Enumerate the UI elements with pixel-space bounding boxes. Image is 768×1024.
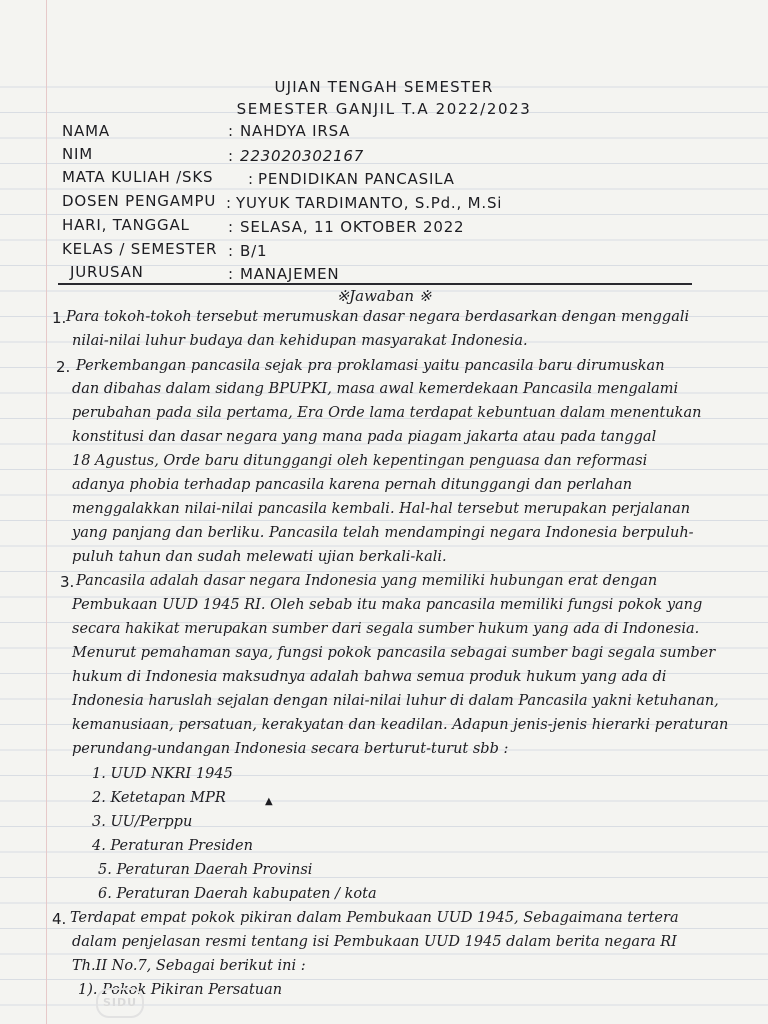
page-margin-line — [46, 0, 47, 1024]
hierarchy-item: 5. Peraturan Daerah Provinsi — [98, 862, 313, 878]
answer-line: Indonesia haruslah sejalan dengan nilai-nilai luhur di dalam Pancasila yakni ketuhanan, — [72, 693, 719, 709]
answer-line: Th.II No.7, Sebagai berikut ini : — [72, 958, 306, 974]
stray-ink-mark: ▲ — [265, 796, 273, 807]
answer-number: 2. — [56, 358, 71, 376]
identity-label-hari: HARI, TANGGAL — [62, 216, 190, 234]
answer-line: dalam penjelasan resmi tentang isi Pembukaan UUD 1945 dalam berita negara RI — [72, 934, 677, 950]
answer-line: konstitusi dan dasar negara yang mana pada piagam jakarta atau pada tanggal — [72, 429, 657, 445]
answer-line: adanya phobia terhadap pancasila karena pernah ditunggangi dan perlahan — [72, 477, 633, 493]
answer-number: 4. — [52, 910, 67, 928]
answer-line: Pembukaan UUD 1945 RI. Oleh sebab itu maka pancasila memiliki fungsi pokok yang — [72, 597, 703, 613]
identity-label-nama: NAMA — [62, 122, 110, 140]
answer-line: perubahan pada sila pertama, Era Orde lama terdapat kebuntuan dalam menentukan — [72, 405, 702, 421]
hierarchy-item: 4. Peraturan Presiden — [92, 838, 253, 854]
identity-value-matakuliah: PENDIDIKAN PANCASILA — [258, 170, 455, 188]
identity-value-nim: 223020302167 — [240, 147, 365, 165]
answer-line: nilai-nilai luhur budaya dan kehidupan masyarakat Indonesia. — [72, 333, 528, 349]
answer-line: Pancasila adalah dasar negara Indonesia yang memiliki hubungan erat dengan — [76, 573, 658, 589]
exam-semester: SEMESTER GANJIL T.A 2022/2023 — [236, 100, 532, 118]
hierarchy-item: 6. Peraturan Daerah kabupaten / kota — [98, 886, 377, 902]
identity-sep-matakuliah: : — [248, 170, 254, 188]
answer-line: yang panjang dan berliku. Pancasila telah mendampingi negara Indonesia berpuluh- — [72, 525, 694, 541]
answer-line: kemanusiaan, persatuan, kerakyatan dan keadilan. Adapun jenis-jenis hierarki peraturan — [72, 717, 729, 733]
answer-line: hukum di Indonesia maksudnya adalah bahwa semua produk hukum yang ada di — [72, 669, 667, 685]
identity-value-dosen: YUYUK TARDIMANTO, S.Pd., M.Si — [236, 194, 503, 212]
hierarchy-item: 3. UU/Perppu — [92, 814, 193, 830]
answer-line: Menurut pemahaman saya, fungsi pokok pancasila sebagai sumber bagi segala sumber — [72, 645, 716, 661]
identity-sep-nama: : — [228, 122, 234, 140]
answer-line: dan dibahas dalam sidang BPUPKI, masa awal kemerdekaan Pancasila mengalami — [72, 381, 679, 397]
answer-line: menggalakkan nilai-nilai pancasila kembali. Hal-hal tersebut merupakan perjalanan — [72, 501, 691, 517]
identity-label-nim: NIM — [62, 145, 93, 163]
answer-line: puluh tahun dan sudah melewati ujian berkali-kali. — [72, 549, 447, 565]
identity-label-kelas: KELAS / SEMESTER — [62, 240, 218, 258]
answer-number: 3. — [60, 573, 75, 591]
answer-sub-point: 1). Pokok Pikiran Persatuan — [78, 982, 283, 998]
identity-sep-nim: : — [228, 147, 234, 165]
identity-label-jurusan: JURUSAN — [70, 263, 144, 281]
identity-sep-jurusan: : — [228, 265, 234, 283]
answer-line: Perkembangan pancasila sejak pra proklamasi yaitu pancasila baru dirumuskan — [76, 358, 665, 374]
sidu-watermark-logo: SIDU — [96, 988, 144, 1018]
exam-title: UJIAN TENGAH SEMESTER — [274, 78, 494, 96]
identity-sep-hari: : — [228, 218, 234, 236]
identity-value-hari: SELASA, 11 OKTOBER 2022 — [240, 218, 465, 236]
identity-label-dosen: DOSEN PENGAMPU — [62, 192, 217, 210]
identity-value-nama: NAHDYA IRSA — [240, 122, 351, 140]
identity-value-jurusan: MANAJEMEN — [240, 265, 340, 283]
identity-sep-dosen: : — [226, 194, 232, 212]
answer-heading: ※Jawaban ※ — [336, 287, 432, 305]
identity-sep-kelas: : — [228, 242, 234, 260]
hierarchy-item: 2. Ketetapan MPR — [92, 790, 226, 806]
answer-line: Para tokoh-tokoh tersebut merumuskan dasar negara berdasarkan dengan menggali — [66, 309, 690, 325]
header-divider — [58, 283, 692, 285]
answer-line: perundang-undangan Indonesia secara berturut-turut sbb : — [72, 741, 509, 757]
answer-line: secara hakikat merupakan sumber dari segala sumber hukum yang ada di Indonesia. — [72, 621, 700, 637]
answer-line: 18 Agustus, Orde baru ditunggangi oleh kepentingan penguasa dan reformasi — [72, 453, 648, 469]
answer-line: Terdapat empat pokok pikiran dalam Pembukaan UUD 1945, Sebagaimana tertera — [70, 910, 679, 926]
hierarchy-item: 1. UUD NKRI 1945 — [92, 766, 233, 782]
identity-value-kelas: B/1 — [240, 242, 268, 260]
identity-label-matakuliah: MATA KULIAH /SKS — [62, 168, 214, 186]
answer-number: 1. — [52, 309, 67, 327]
